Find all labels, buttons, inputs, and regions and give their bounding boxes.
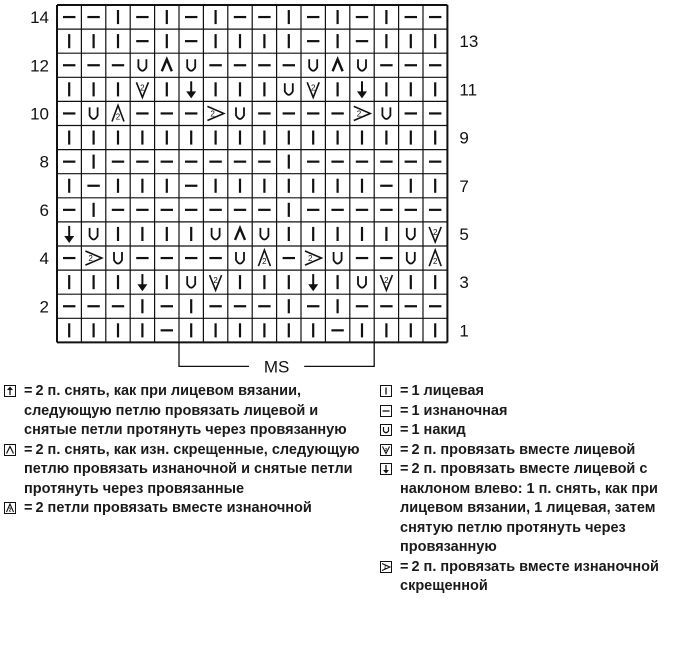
row-number-right: 7 — [459, 176, 469, 196]
cell-purl-two-together-twisted — [354, 106, 370, 120]
cell-yarn-over — [212, 228, 220, 240]
cell-yarn-over — [382, 107, 390, 119]
cell-purl-two-together-twisted — [207, 106, 223, 120]
svg-text:2: 2 — [307, 254, 313, 264]
cell-knit-two-together-left — [186, 81, 196, 98]
legend-item-knit: = 1 лицевая — [380, 382, 680, 402]
row-number-left: 6 — [39, 200, 49, 220]
cell-purl-two-together-twisted — [85, 251, 101, 265]
cell-knit-two-together — [136, 82, 148, 97]
cell-yarn-over — [236, 107, 244, 119]
row-number-left: 4 — [39, 249, 49, 269]
cell-yarn-over — [138, 59, 146, 71]
cell-purl-two-together — [429, 250, 441, 266]
cell-knit-two-together-left — [308, 274, 318, 291]
cell-purl-two-together — [112, 105, 124, 121]
cell-knit-two-together-left — [64, 226, 74, 243]
legend-item-purl: = 1 изнаночная — [380, 402, 680, 422]
cell-yarn-over — [334, 252, 342, 264]
svg-text:2: 2 — [356, 109, 362, 119]
svg-text:2: 2 — [210, 109, 215, 119]
svg-text:2: 2 — [115, 112, 121, 122]
cell-yarn-over — [358, 59, 366, 71]
legend-left — [4, 382, 364, 519]
cell-knit-two-together-left — [137, 274, 147, 291]
cell-yarn-over — [187, 59, 195, 71]
legend-item-knit-two-together: 2 = 2 п. провязать вместе лицевой — [380, 441, 680, 461]
row-number-right: 11 — [459, 80, 478, 100]
legend-item-purl-two-together-twisted: 2 = 2 п. провязать вместе изнаночной скрещенной — [380, 558, 680, 597]
svg-text:2: 2 — [213, 276, 218, 286]
purl-stitch-icon — [380, 405, 392, 417]
svg-text:2: 2 — [262, 257, 267, 267]
row-number-left: 12 — [30, 56, 49, 76]
row-number-left: 14 — [30, 8, 49, 28]
row-number-left: 2 — [39, 297, 49, 317]
cell-yarn-over — [358, 276, 366, 288]
purl-two-together-icon — [4, 502, 16, 514]
cell-double-decrease-purl — [333, 59, 343, 71]
cell-knit-two-together-left — [357, 81, 367, 98]
cell-knit-two-together — [307, 82, 319, 97]
svg-text:2: 2 — [432, 227, 438, 237]
svg-text:2: 2 — [8, 507, 12, 513]
row-number-left: 8 — [39, 152, 49, 172]
legend-item-knit-two-together-left: = 2 п. провязать вместе лицевой с наклоном влево: 1 п. снять, как при лицевом вязании, 1 лицевая, затем снятую петлю протянуть через провязанную — [380, 460, 680, 558]
row-number-left: 10 — [30, 104, 49, 124]
cell-yarn-over — [187, 276, 195, 288]
svg-text:2: 2 — [383, 564, 387, 570]
cell-yarn-over — [114, 252, 122, 264]
double-decrease-knit-up-icon — [4, 385, 16, 397]
legend-item-double-decrease-knit: = 2 п. снять, как при лицевом вязании, следующую петлю провязать лицевой и снятые петли протянуть через провязанную — [4, 382, 364, 441]
knit-two-together-icon — [380, 444, 392, 456]
repeat-label: MS — [263, 357, 290, 377]
legend-item-double-decrease-purl: = 2 п. снять, как изн. скрещенные, следующую петлю провязать изнаночной и снятые петли протянуть через провязанные — [4, 441, 364, 500]
cell-yarn-over — [236, 252, 244, 264]
cell-yarn-over — [407, 252, 415, 264]
knit-two-together-left-icon — [380, 463, 392, 475]
purl-two-together-twisted-icon — [380, 561, 392, 573]
svg-text:2: 2 — [140, 83, 145, 93]
cell-double-decrease-purl — [162, 59, 172, 71]
legend-item-yarn-over: = 1 накид — [380, 421, 680, 441]
knit-stitch-icon — [380, 385, 392, 397]
svg-text:2: 2 — [384, 276, 389, 286]
cell-double-decrease-purl — [235, 228, 245, 240]
cell-knit-two-together — [429, 227, 441, 242]
row-number-right: 1 — [459, 321, 469, 341]
chart-grid-lines — [57, 5, 447, 342]
double-decrease-purl-icon — [4, 444, 16, 456]
cell-yarn-over — [260, 228, 268, 240]
cell-knit-two-together — [380, 275, 392, 290]
row-number-right: 3 — [459, 273, 469, 293]
cell-yarn-over — [407, 228, 415, 240]
cell-yarn-over — [285, 83, 293, 95]
cell-yarn-over — [90, 228, 98, 240]
row-number-right: 13 — [459, 32, 479, 52]
svg-text:2: 2 — [88, 254, 93, 264]
row-number-right: 9 — [459, 128, 469, 148]
row-number-right: 5 — [459, 224, 469, 244]
legend-right — [380, 382, 680, 597]
cell-purl-two-together-twisted — [305, 251, 321, 265]
cell-yarn-over — [90, 107, 98, 119]
cell-purl-two-together — [258, 250, 270, 266]
cell-yarn-over — [309, 59, 317, 71]
svg-text:2: 2 — [310, 83, 316, 93]
yarn-over-icon — [380, 424, 392, 436]
cell-knit-two-together — [210, 275, 222, 290]
svg-text:2: 2 — [432, 257, 438, 267]
legend-item-purl-two-together: 2 = 2 петли провязать вместе изнаночной — [4, 499, 364, 519]
svg-text:2: 2 — [384, 446, 388, 452]
